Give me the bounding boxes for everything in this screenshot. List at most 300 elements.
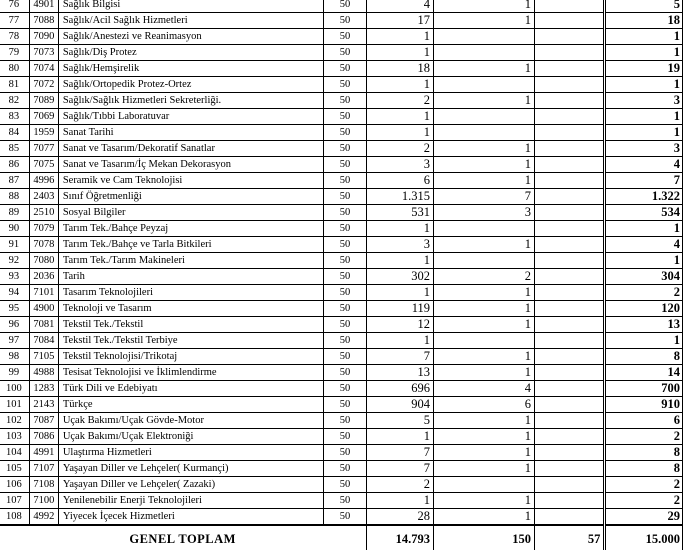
program-name: Yenilenebilir Enerji Teknolojileri bbox=[58, 493, 323, 509]
count-a-cell: 4 bbox=[367, 0, 434, 13]
quota-cell: 50 bbox=[323, 381, 367, 397]
count-a-cell: 28 bbox=[367, 509, 434, 526]
row-number: 94 bbox=[0, 285, 29, 301]
quota-cell: 50 bbox=[323, 0, 367, 13]
row-number: 84 bbox=[0, 125, 29, 141]
count-a-cell: 1 bbox=[367, 493, 434, 509]
count-c-cell bbox=[535, 365, 605, 381]
count-c-cell bbox=[535, 429, 605, 445]
count-c-cell bbox=[535, 109, 605, 125]
count-c-cell bbox=[535, 285, 605, 301]
program-name: Tarım Tek./Bahçe Peyzaj bbox=[58, 221, 323, 237]
count-b-cell: 7 bbox=[434, 189, 535, 205]
program-code: 7086 bbox=[29, 429, 58, 445]
program-name: Sağlık/Sağlık Hizmetleri Sekreterliği. bbox=[58, 93, 323, 109]
count-b-cell: 3 bbox=[434, 205, 535, 221]
row-total-cell: 1 bbox=[605, 77, 683, 93]
program-code: 7080 bbox=[29, 253, 58, 269]
quota-cell: 50 bbox=[323, 397, 367, 413]
row-total-cell: 910 bbox=[605, 397, 683, 413]
count-a-cell: 1 bbox=[367, 29, 434, 45]
quota-cell: 50 bbox=[323, 29, 367, 45]
grand-total-c: 57 bbox=[535, 525, 605, 550]
count-b-cell: 1 bbox=[434, 285, 535, 301]
quota-cell: 50 bbox=[323, 205, 367, 221]
count-c-cell bbox=[535, 333, 605, 349]
row-total-cell: 1 bbox=[605, 253, 683, 269]
row-total-cell: 120 bbox=[605, 301, 683, 317]
count-b-cell: 4 bbox=[434, 381, 535, 397]
row-total-cell: 1 bbox=[605, 125, 683, 141]
program-name: Sağlık/Hemşirelik bbox=[58, 61, 323, 77]
row-number: 90 bbox=[0, 221, 29, 237]
count-b-cell bbox=[434, 477, 535, 493]
grand-total-b: 150 bbox=[434, 525, 535, 550]
row-number: 82 bbox=[0, 93, 29, 109]
program-code: 1959 bbox=[29, 125, 58, 141]
count-b-cell: 1 bbox=[434, 13, 535, 29]
row-total-cell: 1 bbox=[605, 45, 683, 61]
program-name: Tasarım Teknolojileri bbox=[58, 285, 323, 301]
count-b-cell: 1 bbox=[434, 429, 535, 445]
count-b-cell bbox=[434, 221, 535, 237]
quota-cell: 50 bbox=[323, 189, 367, 205]
row-number: 107 bbox=[0, 493, 29, 509]
count-b-cell bbox=[434, 45, 535, 61]
quota-cell: 50 bbox=[323, 141, 367, 157]
table-row bbox=[0, 205, 683, 221]
program-code: 7100 bbox=[29, 493, 58, 509]
row-number: 80 bbox=[0, 61, 29, 77]
row-total-cell: 19 bbox=[605, 61, 683, 77]
count-c-cell bbox=[535, 45, 605, 61]
quota-cell: 50 bbox=[323, 477, 367, 493]
table-row bbox=[0, 269, 683, 285]
count-c-cell bbox=[535, 221, 605, 237]
count-b-cell: 1 bbox=[434, 0, 535, 13]
program-code: 7108 bbox=[29, 477, 58, 493]
count-a-cell: 7 bbox=[367, 461, 434, 477]
quota-cell: 50 bbox=[323, 285, 367, 301]
table-row bbox=[0, 365, 683, 381]
count-b-cell: 2 bbox=[434, 269, 535, 285]
count-a-cell: 1 bbox=[367, 125, 434, 141]
count-c-cell bbox=[535, 0, 605, 13]
quota-cell: 50 bbox=[323, 173, 367, 189]
table-row bbox=[0, 0, 683, 13]
program-name: Ulaştırma Hizmetleri bbox=[58, 445, 323, 461]
row-number: 99 bbox=[0, 365, 29, 381]
table-row bbox=[0, 333, 683, 349]
count-a-cell: 119 bbox=[367, 301, 434, 317]
quota-cell: 50 bbox=[323, 301, 367, 317]
count-a-cell: 1 bbox=[367, 45, 434, 61]
quota-cell: 50 bbox=[323, 45, 367, 61]
count-c-cell bbox=[535, 189, 605, 205]
table-row bbox=[0, 349, 683, 365]
quota-cell: 50 bbox=[323, 109, 367, 125]
table-row bbox=[0, 429, 683, 445]
count-c-cell bbox=[535, 477, 605, 493]
count-b-cell: 1 bbox=[434, 445, 535, 461]
program-code: 4988 bbox=[29, 365, 58, 381]
program-name: Türk Dili ve Edebiyatı bbox=[58, 381, 323, 397]
quota-cell: 50 bbox=[323, 429, 367, 445]
table-row bbox=[0, 173, 683, 189]
count-c-cell bbox=[535, 77, 605, 93]
count-b-cell: 1 bbox=[434, 413, 535, 429]
quota-cell: 50 bbox=[323, 253, 367, 269]
count-c-cell bbox=[535, 237, 605, 253]
count-c-cell bbox=[535, 141, 605, 157]
program-code: 7069 bbox=[29, 109, 58, 125]
program-code: 7090 bbox=[29, 29, 58, 45]
row-number: 86 bbox=[0, 157, 29, 173]
count-b-cell: 1 bbox=[434, 349, 535, 365]
program-name: Teknoloji ve Tasarım bbox=[58, 301, 323, 317]
quota-cell: 50 bbox=[323, 237, 367, 253]
count-a-cell: 1 bbox=[367, 221, 434, 237]
quota-cell: 50 bbox=[323, 509, 367, 526]
table-row bbox=[0, 45, 683, 61]
count-b-cell: 1 bbox=[434, 317, 535, 333]
count-b-cell: 1 bbox=[434, 141, 535, 157]
count-a-cell: 7 bbox=[367, 445, 434, 461]
row-total-cell: 14 bbox=[605, 365, 683, 381]
table-row bbox=[0, 397, 683, 413]
table-row bbox=[0, 125, 683, 141]
program-code: 7087 bbox=[29, 413, 58, 429]
row-number: 87 bbox=[0, 173, 29, 189]
table-row bbox=[0, 461, 683, 477]
quota-cell: 50 bbox=[323, 461, 367, 477]
quota-cell: 50 bbox=[323, 13, 367, 29]
row-number: 92 bbox=[0, 253, 29, 269]
count-a-cell: 696 bbox=[367, 381, 434, 397]
table-row bbox=[0, 61, 683, 77]
count-a-cell: 12 bbox=[367, 317, 434, 333]
program-name: Sosyal Bilgiler bbox=[58, 205, 323, 221]
quota-cell: 50 bbox=[323, 77, 367, 93]
count-b-cell: 6 bbox=[434, 397, 535, 413]
program-name: Sanat ve Tasarım/Dekoratif Sanatlar bbox=[58, 141, 323, 157]
program-name: Tekstil Tek./Tekstil bbox=[58, 317, 323, 333]
program-code: 4900 bbox=[29, 301, 58, 317]
quota-cell: 50 bbox=[323, 221, 367, 237]
count-c-cell bbox=[535, 317, 605, 333]
count-b-cell: 1 bbox=[434, 237, 535, 253]
table-row bbox=[0, 477, 683, 493]
row-number: 77 bbox=[0, 13, 29, 29]
program-name: Uçak Bakımı/Uçak Gövde-Motor bbox=[58, 413, 323, 429]
row-number: 93 bbox=[0, 269, 29, 285]
table-row bbox=[0, 509, 683, 526]
count-a-cell: 5 bbox=[367, 413, 434, 429]
count-a-cell: 1 bbox=[367, 429, 434, 445]
program-code: 2403 bbox=[29, 189, 58, 205]
count-c-cell bbox=[535, 125, 605, 141]
count-c-cell bbox=[535, 61, 605, 77]
row-total-cell: 29 bbox=[605, 509, 683, 526]
row-total-cell: 6 bbox=[605, 413, 683, 429]
grand-total-label: GENEL TOPLAM bbox=[0, 525, 367, 550]
program-code: 4992 bbox=[29, 509, 58, 526]
row-total-cell: 534 bbox=[605, 205, 683, 221]
row-total-cell: 7 bbox=[605, 173, 683, 189]
program-name: Sağlık/Tıbbi Laboratuvar bbox=[58, 109, 323, 125]
program-code: 7088 bbox=[29, 13, 58, 29]
row-number: 81 bbox=[0, 77, 29, 93]
program-code: 7107 bbox=[29, 461, 58, 477]
row-total-cell: 3 bbox=[605, 141, 683, 157]
program-code: 4901 bbox=[29, 0, 58, 13]
count-b-cell bbox=[434, 77, 535, 93]
count-c-cell bbox=[535, 509, 605, 526]
program-code: 7074 bbox=[29, 61, 58, 77]
quota-cell: 50 bbox=[323, 365, 367, 381]
count-c-cell bbox=[535, 349, 605, 365]
count-c-cell bbox=[535, 269, 605, 285]
program-code: 7072 bbox=[29, 77, 58, 93]
table-row bbox=[0, 141, 683, 157]
row-number: 105 bbox=[0, 461, 29, 477]
row-total-cell: 2 bbox=[605, 493, 683, 509]
quota-cell: 50 bbox=[323, 333, 367, 349]
table-row bbox=[0, 445, 683, 461]
count-b-cell: 1 bbox=[434, 173, 535, 189]
row-total-cell: 700 bbox=[605, 381, 683, 397]
count-a-cell: 904 bbox=[367, 397, 434, 413]
program-code: 4996 bbox=[29, 173, 58, 189]
count-c-cell bbox=[535, 493, 605, 509]
program-name: Sağlık/Acil Sağlık Hizmetleri bbox=[58, 13, 323, 29]
table-row bbox=[0, 301, 683, 317]
count-a-cell: 1.315 bbox=[367, 189, 434, 205]
row-total-cell: 2 bbox=[605, 477, 683, 493]
program-name: Sağlık/Anestezi ve Reanimasyon bbox=[58, 29, 323, 45]
program-name: Sağlık Bilgisi bbox=[58, 0, 323, 13]
program-name: Uçak Bakımı/Uçak Elektroniği bbox=[58, 429, 323, 445]
row-total-cell: 3 bbox=[605, 93, 683, 109]
count-a-cell: 18 bbox=[367, 61, 434, 77]
quota-cell: 50 bbox=[323, 349, 367, 365]
row-number: 101 bbox=[0, 397, 29, 413]
count-c-cell bbox=[535, 13, 605, 29]
row-total-cell: 2 bbox=[605, 285, 683, 301]
count-c-cell bbox=[535, 445, 605, 461]
count-c-cell bbox=[535, 301, 605, 317]
quota-cell: 50 bbox=[323, 269, 367, 285]
count-c-cell bbox=[535, 381, 605, 397]
row-number: 108 bbox=[0, 509, 29, 526]
count-b-cell: 1 bbox=[434, 365, 535, 381]
count-a-cell: 1 bbox=[367, 77, 434, 93]
count-a-cell: 17 bbox=[367, 13, 434, 29]
count-a-cell: 1 bbox=[367, 109, 434, 125]
count-a-cell: 1 bbox=[367, 285, 434, 301]
count-c-cell bbox=[535, 205, 605, 221]
row-number: 103 bbox=[0, 429, 29, 445]
quota-cell: 50 bbox=[323, 493, 367, 509]
program-code: 7101 bbox=[29, 285, 58, 301]
program-code: 7089 bbox=[29, 93, 58, 109]
program-name: Tarım Tek./Bahçe ve Tarla Bitkileri bbox=[58, 237, 323, 253]
row-total-cell: 1.322 bbox=[605, 189, 683, 205]
row-number: 85 bbox=[0, 141, 29, 157]
row-total-cell: 13 bbox=[605, 317, 683, 333]
row-number: 83 bbox=[0, 109, 29, 125]
quota-cell: 50 bbox=[323, 413, 367, 429]
row-total-cell: 4 bbox=[605, 237, 683, 253]
count-b-cell: 1 bbox=[434, 461, 535, 477]
table-row bbox=[0, 253, 683, 269]
program-name: Türkçe bbox=[58, 397, 323, 413]
count-a-cell: 2 bbox=[367, 141, 434, 157]
count-a-cell: 7 bbox=[367, 349, 434, 365]
count-b-cell: 1 bbox=[434, 93, 535, 109]
program-code: 7084 bbox=[29, 333, 58, 349]
count-c-cell bbox=[535, 461, 605, 477]
count-c-cell bbox=[535, 413, 605, 429]
program-code: 2036 bbox=[29, 269, 58, 285]
program-code: 7077 bbox=[29, 141, 58, 157]
quota-cell: 50 bbox=[323, 445, 367, 461]
program-code: 7075 bbox=[29, 157, 58, 173]
count-b-cell: 1 bbox=[434, 157, 535, 173]
row-total-cell: 8 bbox=[605, 445, 683, 461]
row-number: 79 bbox=[0, 45, 29, 61]
quota-cell: 50 bbox=[323, 157, 367, 173]
row-number: 106 bbox=[0, 477, 29, 493]
row-total-cell: 2 bbox=[605, 429, 683, 445]
table-row bbox=[0, 29, 683, 45]
program-name: Tekstil Teknolojisi/Trikotaj bbox=[58, 349, 323, 365]
program-name: Sanat ve Tasarım/İç Mekan Dekorasyon bbox=[58, 157, 323, 173]
count-c-cell bbox=[535, 29, 605, 45]
count-a-cell: 3 bbox=[367, 157, 434, 173]
row-number: 78 bbox=[0, 29, 29, 45]
row-total-cell: 304 bbox=[605, 269, 683, 285]
row-total-cell: 4 bbox=[605, 157, 683, 173]
program-code: 7105 bbox=[29, 349, 58, 365]
row-number: 102 bbox=[0, 413, 29, 429]
program-name: Tekstil Tek./Tekstil Terbiye bbox=[58, 333, 323, 349]
program-name: Tarih bbox=[58, 269, 323, 285]
count-b-cell bbox=[434, 125, 535, 141]
row-number: 100 bbox=[0, 381, 29, 397]
program-name: Sağlık/Ortopedik Protez-Ortez bbox=[58, 77, 323, 93]
program-name: Sınıf Öğretmenliği bbox=[58, 189, 323, 205]
table-row bbox=[0, 285, 683, 301]
grand-total-sum: 15.000 bbox=[605, 525, 683, 550]
row-number: 76 bbox=[0, 0, 29, 13]
count-a-cell: 2 bbox=[367, 477, 434, 493]
row-total-cell: 1 bbox=[605, 333, 683, 349]
count-b-cell: 1 bbox=[434, 61, 535, 77]
row-total-cell: 1 bbox=[605, 109, 683, 125]
table-row bbox=[0, 381, 683, 397]
quota-cell: 50 bbox=[323, 125, 367, 141]
row-total-cell: 8 bbox=[605, 349, 683, 365]
count-a-cell: 1 bbox=[367, 253, 434, 269]
program-code: 2510 bbox=[29, 205, 58, 221]
count-a-cell: 13 bbox=[367, 365, 434, 381]
count-a-cell: 2 bbox=[367, 93, 434, 109]
count-c-cell bbox=[535, 173, 605, 189]
row-number: 91 bbox=[0, 237, 29, 253]
row-number: 88 bbox=[0, 189, 29, 205]
count-b-cell bbox=[434, 333, 535, 349]
count-a-cell: 1 bbox=[367, 333, 434, 349]
program-name: Tarım Tek./Tarım Makineleri bbox=[58, 253, 323, 269]
quota-cell: 50 bbox=[323, 317, 367, 333]
row-total-cell: 1 bbox=[605, 221, 683, 237]
program-code: 7079 bbox=[29, 221, 58, 237]
program-code: 2143 bbox=[29, 397, 58, 413]
program-name: Seramik ve Cam Teknolojisi bbox=[58, 173, 323, 189]
table-row bbox=[0, 93, 683, 109]
count-b-cell: 1 bbox=[434, 509, 535, 526]
program-name: Sanat Tarihi bbox=[58, 125, 323, 141]
count-a-cell: 3 bbox=[367, 237, 434, 253]
quota-cell: 50 bbox=[323, 61, 367, 77]
table-row bbox=[0, 13, 683, 29]
count-b-cell bbox=[434, 253, 535, 269]
count-a-cell: 6 bbox=[367, 173, 434, 189]
count-b-cell bbox=[434, 29, 535, 45]
table-row bbox=[0, 413, 683, 429]
program-code: 7078 bbox=[29, 237, 58, 253]
program-name: Tesisat Teknolojisi ve İklimlendirme bbox=[58, 365, 323, 381]
count-b-cell bbox=[434, 109, 535, 125]
row-number: 97 bbox=[0, 333, 29, 349]
count-c-cell bbox=[535, 253, 605, 269]
table-row bbox=[0, 221, 683, 237]
table-row bbox=[0, 317, 683, 333]
table-row bbox=[0, 237, 683, 253]
count-c-cell bbox=[535, 397, 605, 413]
count-a-cell: 302 bbox=[367, 269, 434, 285]
program-name: Yiyecek İçecek Hizmetleri bbox=[58, 509, 323, 526]
count-b-cell: 1 bbox=[434, 493, 535, 509]
program-name: Yaşayan Diller ve Lehçeler( Kurmançi) bbox=[58, 461, 323, 477]
row-total-cell: 18 bbox=[605, 13, 683, 29]
program-name: Yaşayan Diller ve Lehçeler( Zazaki) bbox=[58, 477, 323, 493]
count-c-cell bbox=[535, 93, 605, 109]
program-code: 7073 bbox=[29, 45, 58, 61]
count-c-cell bbox=[535, 157, 605, 173]
program-code: 4991 bbox=[29, 445, 58, 461]
count-a-cell: 531 bbox=[367, 205, 434, 221]
program-name: Sağlık/Diş Protez bbox=[58, 45, 323, 61]
row-total-cell: 1 bbox=[605, 29, 683, 45]
row-total-cell: 5 bbox=[605, 0, 683, 13]
grand-total-row bbox=[0, 525, 683, 550]
row-number: 96 bbox=[0, 317, 29, 333]
table-row bbox=[0, 157, 683, 173]
table-row bbox=[0, 77, 683, 93]
row-number: 104 bbox=[0, 445, 29, 461]
table-row bbox=[0, 189, 683, 205]
grand-total-a: 14.793 bbox=[367, 525, 434, 550]
row-total-cell: 8 bbox=[605, 461, 683, 477]
table-row bbox=[0, 493, 683, 509]
table-row bbox=[0, 109, 683, 125]
program-code: 1283 bbox=[29, 381, 58, 397]
program-code: 7081 bbox=[29, 317, 58, 333]
count-b-cell: 1 bbox=[434, 301, 535, 317]
row-number: 89 bbox=[0, 205, 29, 221]
